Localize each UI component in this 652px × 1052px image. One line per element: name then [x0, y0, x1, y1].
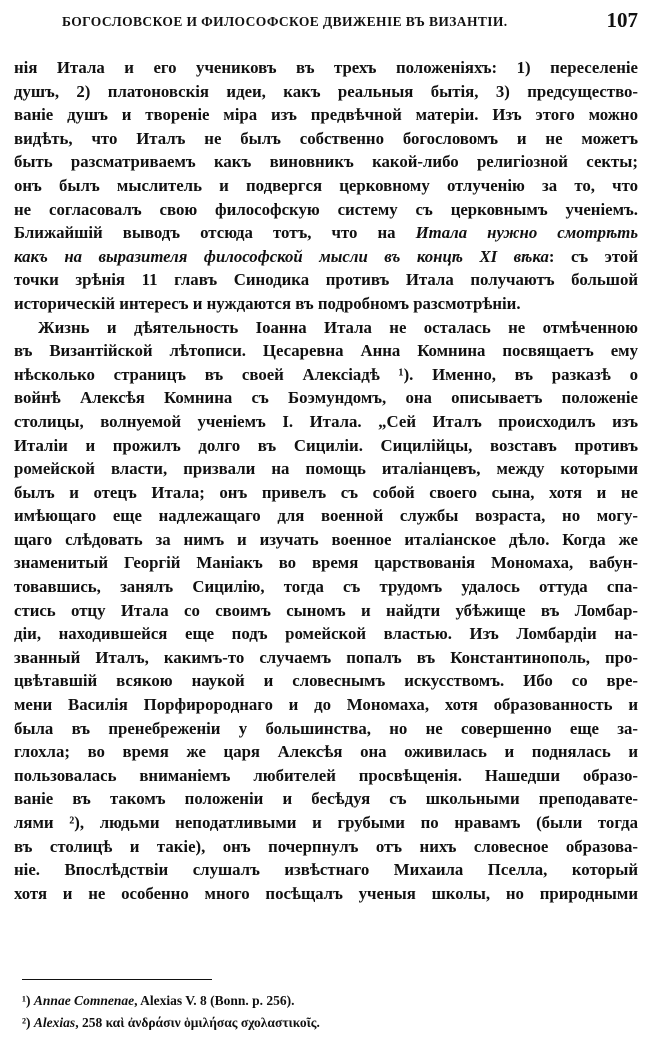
text-line: ваніе душъ и твореніе міра изъ предвѣчной матеріи. Изъ этого можно: [14, 105, 638, 125]
italic-run: Итала нужно смотрѣть: [415, 223, 638, 243]
text-line: былъ и отецъ Итала; онъ привелъ съ собой своего сына, хотя и не: [14, 482, 638, 502]
text-line: Жизнь и дѣятельность Іоанна Итала не осталась не отмѣченною: [38, 317, 638, 337]
text-line: нія Итала и его учениковъ въ трехъ положеніяхъ: 1) переселеніе: [14, 58, 638, 77]
text-line: историческій интересъ и нуждаются въ подробномъ разсмотрѣніи.: [14, 293, 521, 313]
footnote-text: , Alexias V. 8 (Bonn. p. 256).: [134, 993, 295, 1008]
page-number: 107: [606, 8, 638, 32]
text-line: душъ, 2) платоновскія идеи, какъ реальныя бытія, 3) предсущество-: [14, 81, 638, 101]
text-line: щаго слѣдовать за нимъ и изучать военное италіанское дѣло. Когда же: [14, 529, 638, 549]
text-line: ніе. Впослѣдствіи слушалъ извѣстнаго Михаила Пселла, который: [14, 860, 638, 880]
text-line: [14, 221, 638, 245]
footnote-mark: ²): [22, 1015, 34, 1030]
text-line: въ Византійской лѣтописи. Цесаревна Анна Комнина посвящаетъ ему: [14, 341, 638, 361]
text-line: глохла; во время же царя Алексѣя она оживилась и поднялась и: [14, 742, 638, 762]
text-line: мени Василія Порфиророднаго и до Мономаха, хотя образованность и: [14, 695, 638, 715]
footnote: [22, 990, 622, 1012]
text-line: онъ былъ мыслитель и подвергся церковному отлученію за то, что: [14, 175, 638, 195]
text-line: была въ пренебреженіи у большинства, но не совершенно еще за-: [14, 718, 638, 738]
running-head: БОГОСЛОВСКОЕ И ФИЛОСОФСКОЕ ДВИЖЕНІЕ ВЪ ВИЗАНТІИ.: [62, 14, 508, 29]
text-line: ваніе въ такомъ положеніи и бесѣдуя съ школьными преподавате-: [14, 789, 638, 809]
text-run: Ближайшій выводъ отсюда тотъ, что на: [14, 223, 416, 243]
text-line: хотя и не особенно много посѣщалъ ученыя школы, но природными: [14, 883, 638, 903]
text-line: видѣть, что Италъ не былъ собственно богословомъ и не можетъ: [14, 128, 638, 148]
page-header: [62, 8, 638, 36]
footnote-source: Alexias: [33, 1015, 76, 1030]
footnote: [22, 1012, 622, 1034]
text-line: товавшись, занялъ Сицилію, тогда съ трудомъ удалось оттуда спа-: [14, 577, 638, 597]
footnote-mark: ¹): [22, 993, 34, 1008]
text-line: не согласовалъ свою философскую систему съ церковнымъ ученіемъ.: [14, 199, 638, 219]
text-run: : съ этой: [548, 246, 638, 266]
text-line: званный Италъ, какимъ-то случаемъ попалъ въ Константинополь, про-: [14, 647, 638, 667]
text-line: ромейской власти, призвали на помощь италіанцевъ, между которыми: [14, 459, 638, 479]
text-line: [14, 245, 638, 269]
italic-run: какъ на выразителя философской мысли въ концѣ XI вѣка: [14, 246, 549, 266]
text-line: быть разсматриваемъ какъ виновникъ какой-либо религіозной секты;: [14, 152, 638, 172]
text-line: имѣющаго еще надлежащаго для военной службы возраста, но могу-: [14, 506, 638, 526]
text-line: пользовалась вниманіемъ любителей просвѣщенія. Нашедши образо-: [14, 765, 638, 785]
text-line: діи, находившейся еще подъ ромейской властью. Изъ Ломбардіи на-: [14, 624, 638, 644]
text-line: знаменитый Георгій Маніакъ во время царствованія Мономаха, вабун-: [14, 553, 638, 573]
text-line: лями ²), людьми неподатливыми и грубыми по нравамъ (были тогда: [14, 813, 638, 832]
text-line: цвѣтавшій всякою наукой и словеснымъ искусствомъ. Ибо со вре-: [14, 671, 638, 691]
text-line: войнѣ Алексѣя Комнина съ Боэмундомъ, она описываетъ положеніе: [14, 388, 638, 408]
text-line: точки зрѣнія 11 главъ Синодика противъ Итала получаютъ большой: [14, 270, 638, 290]
text-line: Италіи и прожилъ долго въ Сициліи. Сицилійцы, возставъ противъ: [14, 435, 638, 455]
text-line: нѣсколько страницъ въ своей Алексіадѣ ¹). Именно, въ разказѣ о: [14, 364, 638, 384]
footnote-source: Annae Comnenae: [33, 993, 135, 1008]
footnote-rule: [22, 979, 212, 980]
text-line: столицы, волнуемой ученіемъ І. Итала. „Сей Италъ происходилъ изъ: [14, 411, 638, 431]
footnotes: [22, 990, 622, 1034]
footnote-text: , 258 καὶ ἀνδράσιν ὁμιλήσας σχολαστικοῖς.: [75, 1015, 320, 1030]
text-line: стись отцу Итала со своимъ сыномъ и найдти убѣжище въ Ломбар-: [14, 600, 638, 620]
text-line: въ столицѣ и такіе), онъ почерпнулъ отъ нихъ словесное образова-: [14, 836, 638, 856]
body-text: [14, 56, 638, 905]
